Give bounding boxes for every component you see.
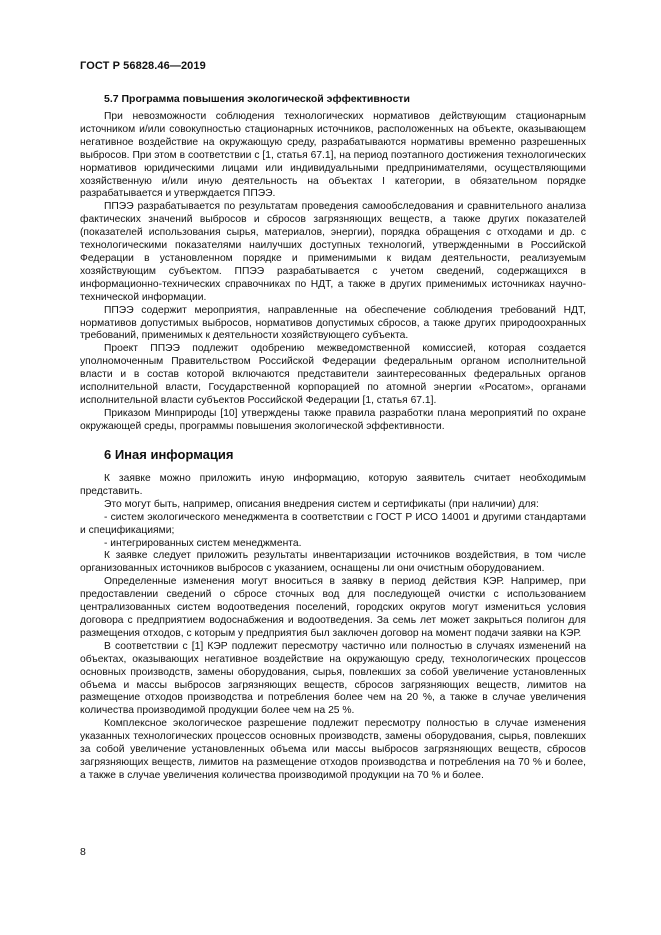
- list-item: - систем экологического менеджмента в соответствии с ГОСТ Р ИСО 14001 и другими стандартами и спецификациями;: [80, 511, 586, 536]
- paragraph: К заявке можно приложить иную информацию, которую заявитель считает необходимым представить.: [80, 473, 586, 497]
- section-5-7-body: [80, 111, 586, 434]
- paragraph: Комплексное экологическое разрешение подлежит пересмотру полностью в случае изменения указанных технологических процессов основных производств, замены оборудования, сырья, повлекших за собой увеличение установленных объема или массы выбросов загрязняющих веществ, сбросов загрязняющих веществ, лимитов на размещение отходов производства и потребления на 70 % и более, а также в случае увеличения количества производимой продукции на 70 % и более.: [80, 718, 586, 781]
- paragraph: В соответствии с [1] КЭР подлежит пересмотру частично или полностью в случаях изменений на объектах, оказывающих негативное воздействие на окружающую среду, технологических процессов основных производств, замены оборудования, сырья, повлекших за собой увеличение установленных объема и массы выбросов загрязняющих веществ, сбросов загрязняющих веществ, лимитов на размещение отходов производства и потребления более чем на 20 %, а также в случае увеличения количества производимой продукции более чем на 25 %.: [80, 640, 586, 717]
- section-6-title: 6 Иная информация: [104, 447, 234, 462]
- paragraph: ППЭЭ разрабатывается по результатам проведения самообследования и сравнительного анализа фактических значений выбросов и сбросов загрязняющих веществ, а также других показателей (показателей использования сырья, материалов, энергии), порядка обращения с отходами и др. с технологическими показателями наилучших доступных технологий, утвержденными в Российской Федерации в установленном порядке и применимыми к видам деятельности, реализуемым хозяйствующим субъектом. ППЭЭ разрабатывается с учетом сведений, содержащихся в информационно-технических справочниках по НДТ, а также в других применимых источниках научно-технической информации.: [80, 201, 586, 303]
- paragraph: Это могут быть, например, описания внедрения систем и сертификаты (при наличии) для:: [104, 498, 539, 510]
- paragraph: При невозможности соблюдения технологических нормативов действующим стационарным источником и/или совокупностью стационарных источников, расположенных на объекте, оказывающем негативное воздействие на окружающую среду, разрабатываются нормативы временно разрешенных выбросов. При этом в соответствии с [1, статья 67.1], на период поэтапного достижения технологических нормативов юридическими лицами или индивидуальными предпринимателями, осуществляющими хозяйственную и/или иную деятельность на объектах I категории, в обязательном порядке разрабатывается и утверждается ППЭЭ.: [80, 111, 586, 200]
- list-item: - интегрированных систем менеджмента.: [104, 537, 302, 549]
- paragraph: ППЭЭ содержит мероприятия, направленные на обеспечение соблюдения требований НДТ, нормативов допустимых выбросов, нормативов допустимых сбросов, а также других природоохранных требований, применимых к деятельности хозяйствующего субъекта.: [80, 304, 586, 342]
- section-5-7-title: 5.7 Программа повышения экологической эффективности: [104, 93, 410, 105]
- paragraph: К заявке следует приложить результаты инвентаризации источников воздействия, в том числе организованных источников выбросов с указанием, оснащены ли они очистным оборудованием.: [80, 550, 586, 575]
- paragraph: Проект ППЭЭ подлежит одобрению межведомственной комиссией, которая создается уполномоченным Правительством Российской Федерации федеральным органом исполнительной власти и в состав которой включаются представители заинтересованных федеральных органов исполнительной власти, Государственной корпорацией по атомной энергии «Росатом», органами исполнительной власти субъектов Российской Федерации [1, статья 67.1].: [80, 343, 586, 406]
- page-number: 8: [80, 846, 86, 858]
- section-6-body: [80, 473, 586, 783]
- paragraph: Определенные изменения могут вноситься в заявку в период действия КЭР. Например, при предоставлении сведений о сбросе сточных вод для последующей очистки с использованием централизованных систем водоотведения поселений, городских округов могут измениться условия договора с предприятием водоснабжения и водоотведения. За семь лет может закрыться полигон для размещения отходов, с которым у предприятия был заключен договор на момент подачи заявки на КЭР.: [80, 576, 586, 639]
- paragraph: Приказом Минприроды [10] утверждены также правила разработки плана мероприятий по охране окружающей среды, программы повышения экологической эффективности.: [80, 407, 586, 432]
- document-code: ГОСТ Р 56828.46—2019: [80, 60, 206, 72]
